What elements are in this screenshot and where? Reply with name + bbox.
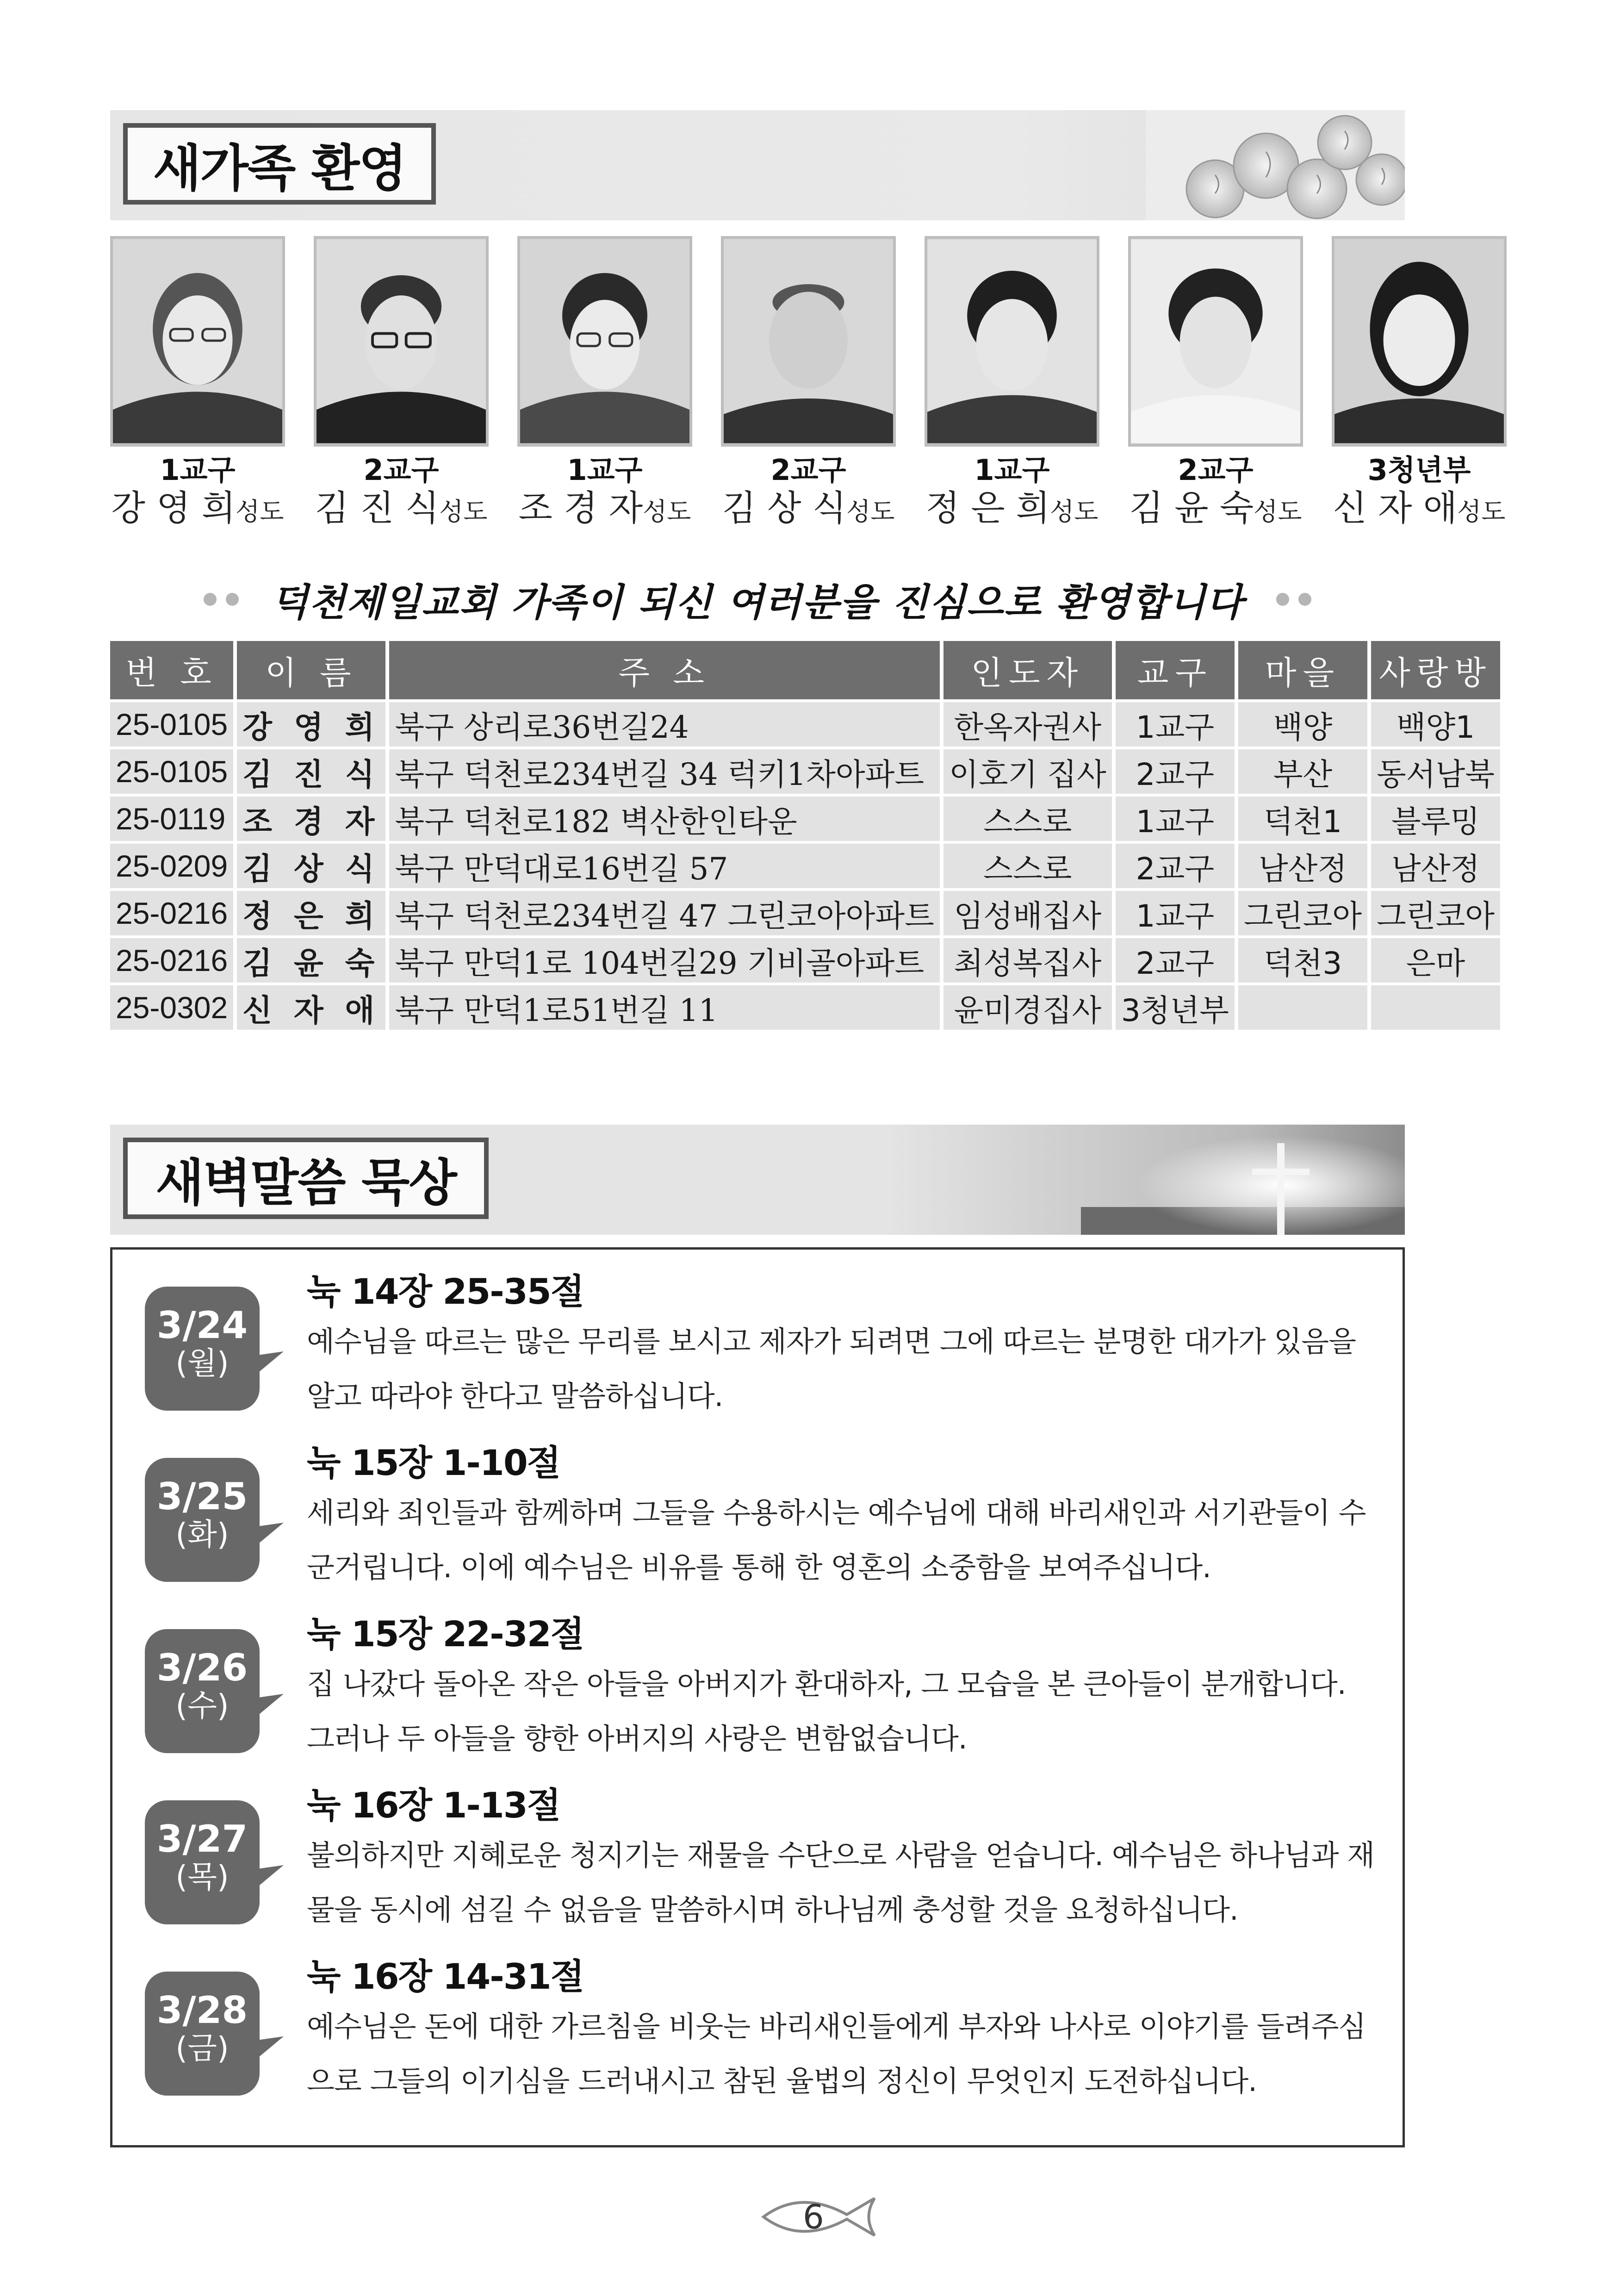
scripture-reference: 눅 15장 22-32절 bbox=[307, 1613, 583, 1655]
scripture-reference: 눅 15장 1-10절 bbox=[307, 1442, 560, 1483]
weekday-label: (월) bbox=[175, 1345, 229, 1381]
header-room: 사랑방 bbox=[1371, 641, 1500, 699]
cell-guide: 이호기 집사 bbox=[943, 749, 1112, 794]
member-suffix: 성도 bbox=[236, 497, 284, 526]
cell-guide: 한옥자권사 bbox=[943, 702, 1112, 747]
date-label: 3/25 bbox=[156, 1475, 248, 1518]
member-suffix: 성도 bbox=[439, 497, 488, 526]
welcome-title: 새가족 환영 bbox=[123, 123, 436, 205]
bubble-tail-icon bbox=[251, 2036, 284, 2064]
table-row bbox=[110, 844, 1500, 888]
cross-decoration bbox=[1081, 1125, 1405, 1235]
bubble-tail-icon bbox=[251, 1694, 284, 1722]
cell-district: 1교구 bbox=[1116, 702, 1235, 747]
devotion-title: 새벽말씀 묵상 bbox=[123, 1138, 489, 1219]
devotion-text: 세리와 죄인들과 함께하며 그들을 수용하시는 예수님에 대해 바리새인과 서기관들이 수군거립니다. 이에 예수님은 비유를 통해 한 영혼의 소중함을 보여주십니다. bbox=[307, 1496, 1366, 1584]
cell-number: 25-0302 bbox=[110, 985, 233, 1030]
cell-name: 강 영 희 bbox=[237, 702, 385, 747]
table-header-row bbox=[110, 641, 1500, 699]
member-name bbox=[707, 487, 910, 533]
devotion-box bbox=[110, 1247, 1405, 2147]
header-name: 이 름 bbox=[237, 641, 385, 699]
dots-decoration-right bbox=[1272, 593, 1316, 606]
header-number: 번 호 bbox=[110, 641, 233, 699]
dots-decoration-left bbox=[199, 593, 243, 606]
page-number bbox=[759, 2189, 879, 2245]
member-name-text: 정 은 희 bbox=[925, 487, 1050, 529]
member-suffix: 성도 bbox=[846, 497, 895, 526]
welcome-message-text: 덕천제일교회 가족이 되신 여러분을 진심으로 환영합니다 bbox=[271, 580, 1244, 625]
member-name-text: 강 영 희 bbox=[111, 487, 236, 529]
devotion-banner bbox=[110, 1125, 1405, 1235]
cell-name: 김 진 식 bbox=[237, 749, 385, 794]
member-photo bbox=[1332, 236, 1507, 447]
cell-district: 1교구 bbox=[1116, 796, 1235, 841]
bubble-tail-icon bbox=[251, 1865, 284, 1893]
cell-number: 25-0105 bbox=[110, 702, 233, 747]
date-label: 3/24 bbox=[156, 1304, 248, 1347]
member-group: 3청년부 bbox=[1367, 453, 1471, 487]
devotion-entry bbox=[112, 1430, 1403, 1601]
member-name-text: 조 경 자 bbox=[518, 487, 643, 529]
cell-name: 조 경 자 bbox=[237, 796, 385, 841]
member-suffix: 성도 bbox=[1254, 497, 1302, 526]
date-bubble bbox=[145, 1972, 260, 2096]
member-name bbox=[1114, 487, 1317, 533]
bubble-tail-icon bbox=[251, 1523, 284, 1550]
table-row bbox=[110, 702, 1500, 747]
cell-district: 1교구 bbox=[1116, 891, 1235, 935]
member-group: 2교구 bbox=[363, 453, 439, 487]
cell-name: 김 상 식 bbox=[237, 844, 385, 888]
devotion-text: 집 나갔다 돌아온 작은 아들을 아버지가 환대하자, 그 모습을 본 큰아들이 분개합니다. 그러나 두 아들을 향한 아버지의 사랑은 변함없습니다. bbox=[307, 1667, 1346, 1755]
page-number-text: 6 bbox=[803, 2197, 824, 2236]
weekday-label: (금) bbox=[175, 2030, 229, 2066]
devotion-text: 예수님을 따르는 많은 무리를 보시고 제자가 되려면 그에 따르는 분명한 대가가 있음을 알고 따라야 한다고 말씀하십니다. bbox=[307, 1325, 1356, 1413]
table-row bbox=[110, 796, 1500, 841]
cell-guide: 스스로 bbox=[943, 844, 1112, 888]
cell-number: 25-0119 bbox=[110, 796, 233, 841]
date-label: 3/28 bbox=[156, 1989, 248, 2032]
cell-room bbox=[1371, 985, 1500, 1030]
table-row bbox=[110, 985, 1500, 1030]
member-suffix: 성도 bbox=[1050, 497, 1099, 526]
member-caption bbox=[299, 454, 503, 533]
member-group: 1교구 bbox=[160, 453, 236, 487]
member-photo bbox=[1128, 236, 1303, 447]
member-name bbox=[1317, 487, 1521, 533]
date-bubble bbox=[145, 1287, 260, 1411]
devotion-entry bbox=[112, 1601, 1403, 1773]
devotion-entry bbox=[112, 1773, 1403, 1944]
table-row bbox=[110, 891, 1500, 935]
cell-village: 남산정 bbox=[1238, 844, 1367, 888]
cell-village: 그린코아 bbox=[1238, 891, 1367, 935]
member-group: 1교구 bbox=[567, 453, 643, 487]
cell-name: 김 윤 숙 bbox=[237, 938, 385, 983]
cell-district: 3청년부 bbox=[1116, 985, 1235, 1030]
member-caption bbox=[707, 454, 910, 533]
member-caption bbox=[910, 454, 1114, 533]
header-district: 교구 bbox=[1116, 641, 1235, 699]
weekday-label: (수) bbox=[175, 1688, 229, 1724]
devotion-text: 불의하지만 지혜로운 청지기는 재물을 수단으로 사람을 얻습니다. 예수님은 하나님과 재물을 동시에 섬길 수 없음을 말씀하시며 하나님께 충성할 것을 요청하십니다. bbox=[307, 1838, 1375, 1927]
cell-number: 25-0105 bbox=[110, 749, 233, 794]
header-guide: 인도자 bbox=[943, 641, 1112, 699]
cell-address: 북구 상리로36번길24 bbox=[389, 702, 939, 747]
cell-village: 부산 bbox=[1238, 749, 1367, 794]
cell-name: 신 자 애 bbox=[237, 985, 385, 1030]
date-bubble bbox=[145, 1458, 260, 1582]
cell-district: 2교구 bbox=[1116, 844, 1235, 888]
welcome-message bbox=[110, 569, 1405, 629]
cell-village bbox=[1238, 985, 1367, 1030]
cell-district: 2교구 bbox=[1116, 749, 1235, 794]
member-photo bbox=[925, 236, 1099, 447]
scripture-reference: 눅 16장 14-31절 bbox=[307, 1956, 583, 1997]
weekday-label: (화) bbox=[175, 1517, 229, 1552]
scripture-reference: 눅 14장 25-35절 bbox=[307, 1271, 583, 1312]
header-address: 주 소 bbox=[389, 641, 939, 699]
member-name-text: 김 진 식 bbox=[315, 487, 440, 529]
cell-address: 북구 덕천로182 벽산한인타운 bbox=[389, 796, 939, 841]
cell-district: 2교구 bbox=[1116, 938, 1235, 983]
cell-address: 북구 덕천로234번길 34 럭키1차아파트 bbox=[389, 749, 939, 794]
cell-guide: 스스로 bbox=[943, 796, 1112, 841]
cell-room: 백양1 bbox=[1371, 702, 1500, 747]
devotion-text: 예수님은 돈에 대한 가르침을 비웃는 바리새인들에게 부자와 나사로 이야기를 들려주심으로 그들의 이기심을 드러내시고 참된 율법의 정신이 무엇인지 도전하십니다. bbox=[307, 2010, 1366, 2098]
member-name bbox=[96, 487, 299, 533]
date-label: 3/27 bbox=[156, 1817, 248, 1860]
devotion-entry bbox=[112, 1259, 1403, 1430]
cell-guide: 최성복집사 bbox=[943, 938, 1112, 983]
cell-number: 25-0209 bbox=[110, 844, 233, 888]
member-name bbox=[299, 487, 503, 533]
member-photo bbox=[721, 236, 896, 447]
cell-guide: 임성배집사 bbox=[943, 891, 1112, 935]
member-caption bbox=[96, 454, 299, 533]
cell-room: 블루밍 bbox=[1371, 796, 1500, 841]
date-bubble bbox=[145, 1629, 260, 1753]
cell-room: 은마 bbox=[1371, 938, 1500, 983]
cell-address: 북구 만덕1로 104번길29 기비골아파트 bbox=[389, 938, 939, 983]
member-name bbox=[503, 487, 707, 533]
devotion-entry bbox=[112, 1944, 1403, 2115]
member-name bbox=[910, 487, 1114, 533]
cell-name: 정 은 희 bbox=[237, 891, 385, 935]
table-row bbox=[110, 938, 1500, 983]
member-suffix: 성도 bbox=[1457, 497, 1506, 526]
date-bubble bbox=[145, 1800, 260, 1924]
member-name-text: 김 윤 숙 bbox=[1129, 487, 1254, 529]
cell-room: 남산정 bbox=[1371, 844, 1500, 888]
cell-address: 북구 덕천로234번길 47 그린코아아파트 bbox=[389, 891, 939, 935]
welcome-banner bbox=[110, 110, 1405, 220]
header-village: 마을 bbox=[1238, 641, 1367, 699]
member-group: 2교구 bbox=[770, 453, 846, 487]
roses-decoration bbox=[1146, 110, 1405, 220]
cell-address: 북구 만덕1로51번길 11 bbox=[389, 985, 939, 1030]
member-name-text: 신 자 애 bbox=[1333, 487, 1458, 529]
member-group: 1교구 bbox=[974, 453, 1050, 487]
member-suffix: 성도 bbox=[643, 497, 691, 526]
member-caption bbox=[503, 454, 707, 533]
member-caption bbox=[1317, 454, 1521, 533]
cell-village: 덕천1 bbox=[1238, 796, 1367, 841]
cell-address: 북구 만덕대로16번길 57 bbox=[389, 844, 939, 888]
cell-room: 그린코아 bbox=[1371, 891, 1500, 935]
member-name-text: 김 상 식 bbox=[722, 487, 847, 529]
bubble-tail-icon bbox=[251, 1351, 284, 1379]
member-group: 2교구 bbox=[1178, 453, 1254, 487]
member-photos bbox=[110, 236, 1405, 447]
member-caption bbox=[1114, 454, 1317, 533]
cell-guide: 윤미경집사 bbox=[943, 985, 1112, 1030]
cell-number: 25-0216 bbox=[110, 938, 233, 983]
date-label: 3/26 bbox=[156, 1646, 248, 1689]
cell-number: 25-0216 bbox=[110, 891, 233, 935]
cell-room: 동서남북 bbox=[1371, 749, 1500, 794]
member-photo bbox=[110, 236, 285, 447]
member-photo bbox=[314, 236, 489, 447]
registry-table bbox=[106, 638, 1504, 1033]
cell-village: 백양 bbox=[1238, 702, 1367, 747]
weekday-label: (목) bbox=[175, 1859, 229, 1895]
scripture-reference: 눅 16장 1-13절 bbox=[307, 1785, 560, 1826]
cell-village: 덕천3 bbox=[1238, 938, 1367, 983]
member-photo bbox=[517, 236, 692, 447]
table-row bbox=[110, 749, 1500, 794]
